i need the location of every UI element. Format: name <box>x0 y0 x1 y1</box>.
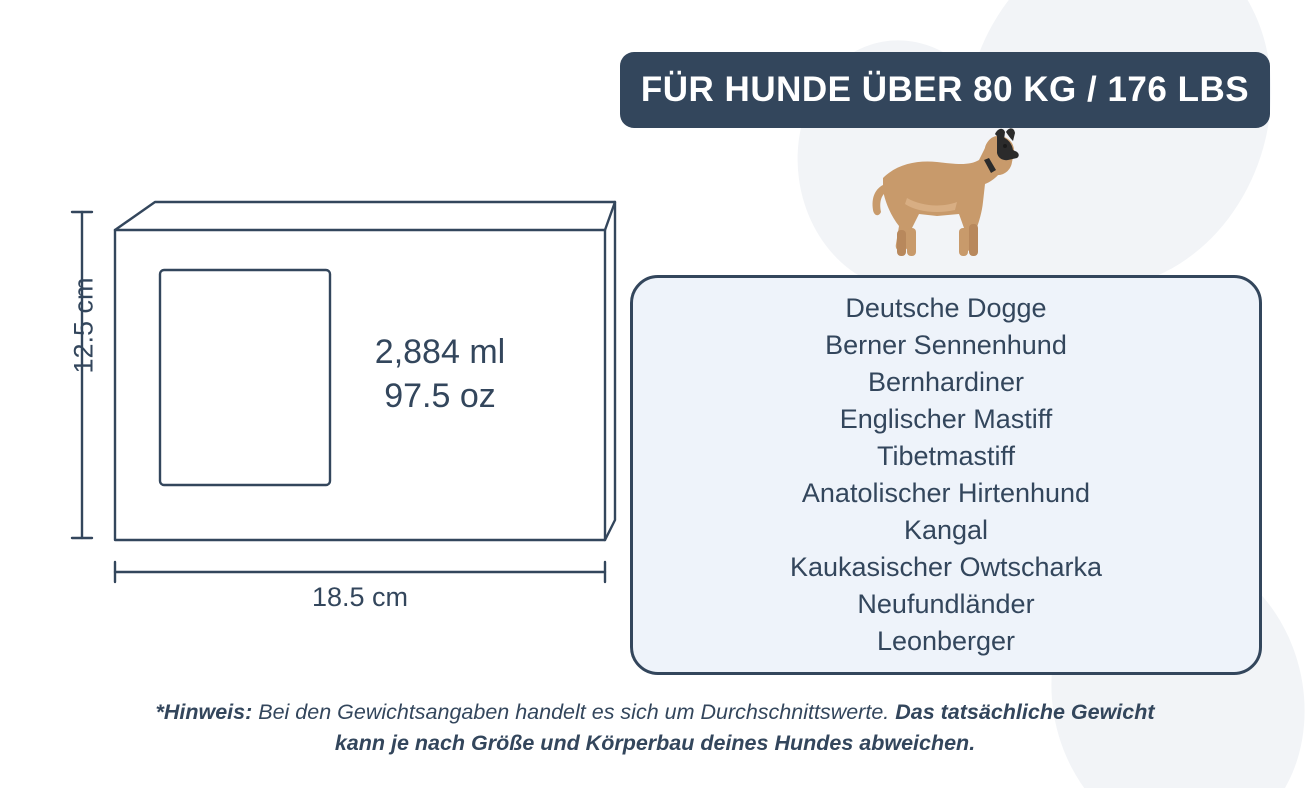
box-volume-label <box>250 330 630 418</box>
list-item: Deutsche Dogge <box>845 293 1047 323</box>
footnote <box>150 697 1160 759</box>
list-item: Neufundländer <box>857 589 1035 619</box>
list-item: Kangal <box>903 515 989 545</box>
header-banner <box>620 52 1270 128</box>
footnote-lead: *Hinweis: <box>155 700 253 724</box>
height-dimension-label: 12.5 cm <box>68 277 99 374</box>
list-item: Bernhardiner <box>867 367 1025 397</box>
banner-title: FÜR HUNDE ÜBER 80 KG / 176 LBS <box>640 70 1250 109</box>
breed-list-card <box>630 275 1262 675</box>
footnote-bold: Das tatsächliche Gewicht kann je nach Größe und Körperbau deines Hundes abweichen. <box>334 700 1155 755</box>
great-dane-icon <box>845 118 1025 268</box>
width-dimension-label: 18.5 cm <box>311 582 409 612</box>
list-item: Berner Sennenhund <box>825 330 1067 360</box>
volume-ml: 2,884 ml <box>374 333 506 371</box>
list-item: Englischer Mastiff <box>839 404 1053 434</box>
list-item: Leonberger <box>876 626 1016 656</box>
list-item: Tibetmastiff <box>876 441 1016 471</box>
list-item: Kaukasischer Owtscharka <box>789 552 1103 582</box>
footnote-normal: Bei den Gewichtsangaben handelt es sich um Durchschnittswerte. <box>252 700 896 724</box>
list-item: Anatolischer Hirtenhund <box>801 478 1091 508</box>
volume-oz: 97.5 oz <box>384 377 496 415</box>
